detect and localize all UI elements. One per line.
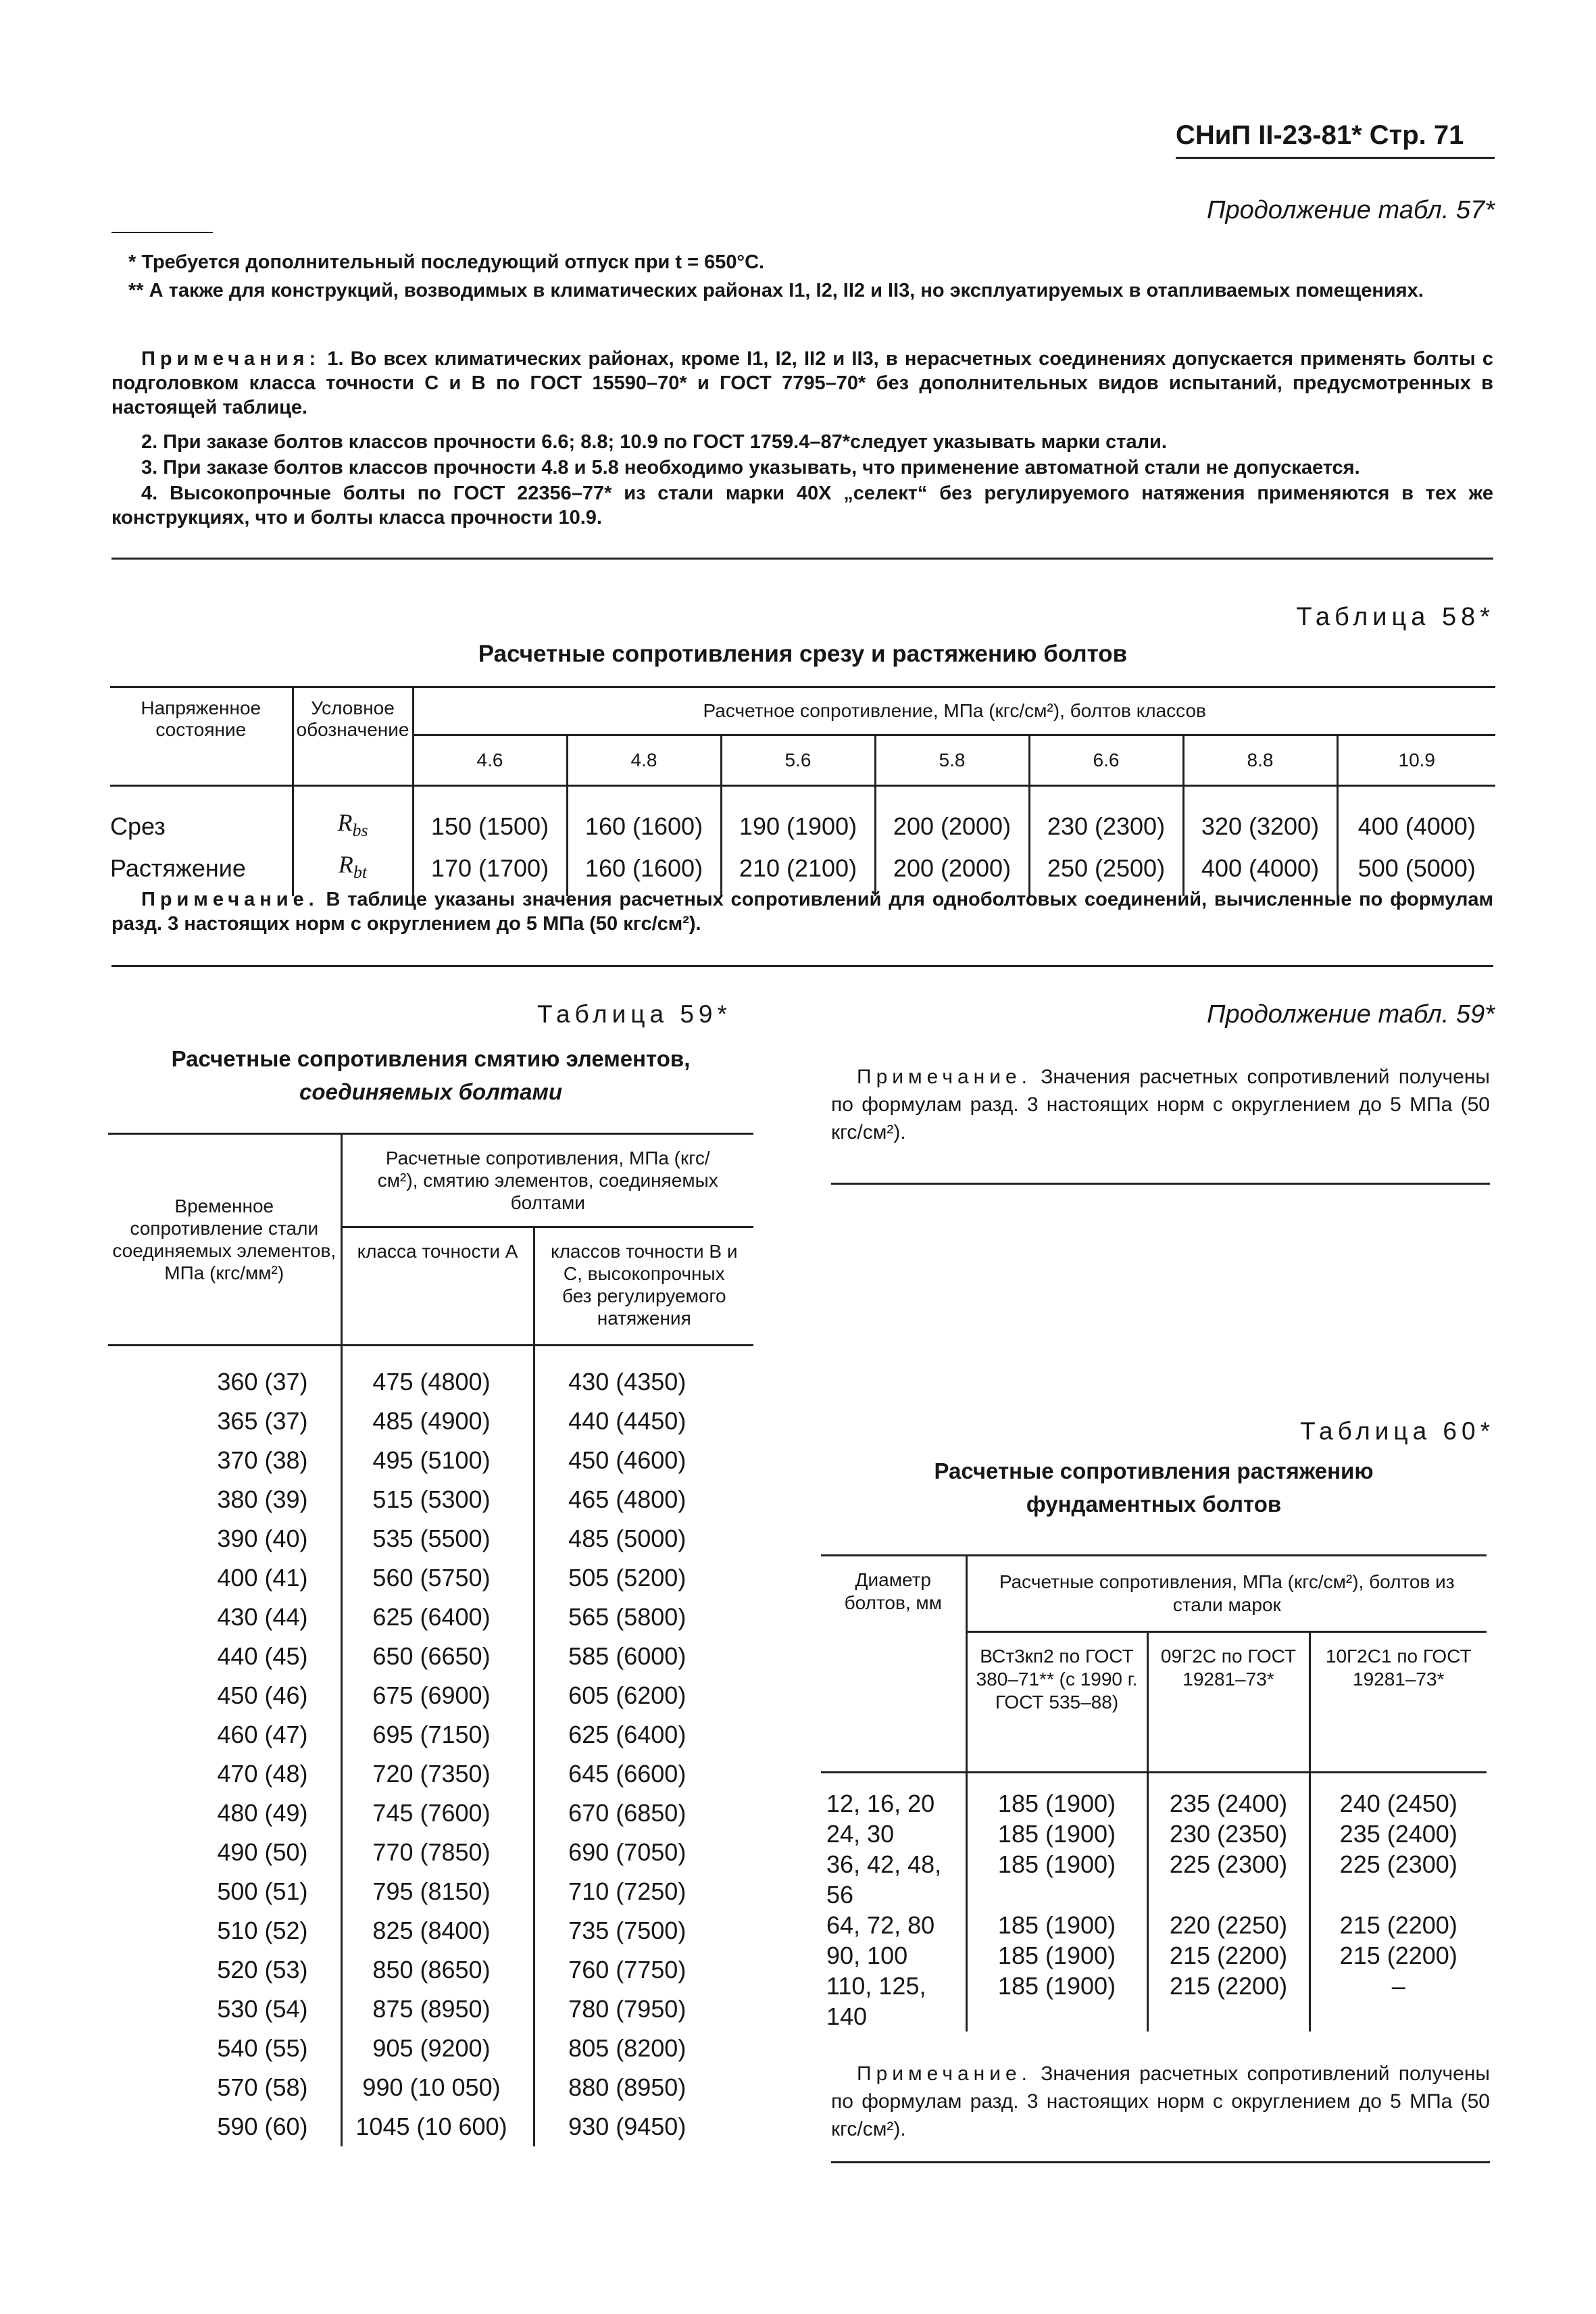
t59-class-a: 795 (8150)	[341, 1872, 534, 1911]
page-header-code: СНиП II-23-81* Стр. 71	[1176, 120, 1464, 150]
table-row	[108, 1833, 753, 1872]
section-rule	[111, 558, 1493, 560]
t58-h-state: Напряженное состояние	[110, 687, 293, 786]
t60-h-group: Расчетные сопротивления, МПа (кгс/см²), болтов из стали марок	[966, 1556, 1487, 1632]
t60-steel3: 215 (2200)	[1339, 1911, 1457, 1939]
t59-class-a: 535 (5500)	[341, 1519, 534, 1558]
table-row	[821, 1849, 1487, 1910]
table-row	[108, 2029, 753, 2068]
t60-steel2: 230 (2350)	[1147, 1819, 1310, 1849]
t58-cell: 320 (3200)	[1183, 786, 1337, 848]
t59-strength: 370 (38)	[108, 1441, 341, 1480]
t58-h-class: 5.8	[875, 735, 1029, 786]
t60-diameter: 24, 30	[821, 1819, 966, 1849]
table60-note-text: Значения расчетных сопротивлений получены по формулам разд. 3 настоящих норм с округлением до 5 МПа (50 кгс/см²).	[831, 2063, 1490, 2140]
t58-cell: 250 (2500)	[1029, 847, 1183, 896]
t60-h-steel2: 09Г2С по ГОСТ 19281–73*	[1147, 1632, 1310, 1773]
t60-diameter: 64, 72, 80	[821, 1910, 966, 1940]
t59-class-a: 560 (5750)	[341, 1558, 534, 1598]
t59-class-bc: 645 (6600)	[568, 1760, 687, 1788]
table58-label: Таблица 58*	[1296, 603, 1495, 631]
t59-class-bc: 690 (7050)	[568, 1838, 687, 1866]
t58-h-group: Расчетное сопротивление, МПа (кгс/см²), болтов классов	[413, 687, 1495, 735]
table-row	[108, 1441, 753, 1480]
t59-strength: 500 (51)	[108, 1872, 341, 1911]
section-rule	[831, 1183, 1490, 1185]
t59-class-a: 625 (6400)	[341, 1598, 534, 1637]
t59-strength: 470 (48)	[108, 1754, 341, 1794]
t59-strength: 365 (37)	[108, 1402, 341, 1441]
notes57-note1	[111, 347, 1493, 420]
table-row	[108, 1519, 753, 1558]
t58-cell: 160 (1600)	[567, 786, 721, 848]
table58	[110, 686, 1495, 896]
table-row	[821, 1910, 1487, 1940]
table59-label: Таблица 59*	[537, 1000, 732, 1028]
table59-note-label: Примечание.	[857, 1066, 1032, 1088]
notes57-note2: 2. При заказе болтов классов прочности 6.6; 8.8; 10.9 по ГОСТ 1759.4–87*следует указывать марки стали.	[141, 431, 1167, 453]
t58-cell: 200 (2000)	[875, 786, 1029, 848]
t59-strength: 430 (44)	[108, 1598, 341, 1637]
t58-h-class: 8.8	[1183, 735, 1337, 786]
table58-note-label: Примечание.	[141, 889, 319, 910]
table58-note	[111, 887, 1493, 936]
t60-steel1: 185 (1900)	[966, 1971, 1147, 2032]
table-row	[108, 1637, 753, 1676]
footnote-star1: * Требуется дополнительный последующий отпуск при t = 650°С.	[128, 251, 765, 273]
t60-steel1: 185 (1900)	[966, 1910, 1147, 1940]
t59-class-bc: 465 (4800)	[568, 1485, 687, 1513]
t58-cell: 160 (1600)	[567, 847, 721, 896]
table-row	[108, 1872, 753, 1911]
t59-class-a: 720 (7350)	[341, 1754, 534, 1794]
t58-cell: 210 (2100)	[721, 847, 875, 896]
table-row	[108, 1480, 753, 1519]
table-row	[108, 1990, 753, 2029]
table60-note-label: Примечание.	[857, 2063, 1032, 2085]
table-row	[108, 1911, 753, 1950]
t59-class-bc: 930 (9450)	[568, 2113, 687, 2140]
notes57-note4: 4. Высокопрочные болты по ГОСТ 22356–77* из стали марки 40Х „селект“ без регулируемого натяжения применяются в тех же конструкциях, что и болты класса прочности 10.9.	[111, 483, 1493, 528]
table60-label: Таблица 60*	[1300, 1417, 1495, 1445]
t59-strength: 590 (60)	[108, 2107, 341, 2146]
t59-class-bc: 485 (5000)	[568, 1525, 687, 1552]
table-row	[821, 1940, 1487, 1971]
t59-strength: 520 (53)	[108, 1950, 341, 1990]
table-row	[108, 1794, 753, 1833]
t60-diameter: 110, 125, 140	[821, 1971, 966, 2032]
table-row	[821, 1773, 1487, 1819]
table60	[821, 1554, 1487, 2032]
table-row	[108, 1676, 753, 1715]
t59-strength: 380 (39)	[108, 1480, 341, 1519]
table59-title-line1: Расчетные сопротивления смятию элементов,	[171, 1046, 691, 1071]
footnote-star2: ** А также для конструкций, возводимых в климатических районах I1, I2, II2 и II3, но эксплуатируемых в отапливаемых помещениях.	[128, 280, 1424, 301]
t60-steel1: 185 (1900)	[966, 1849, 1147, 1910]
footnote-rule	[111, 232, 213, 233]
table60-title-line1: Расчетные сопротивления растяжению	[934, 1458, 1374, 1483]
t59-strength: 440 (45)	[108, 1637, 341, 1676]
table59-note	[831, 1063, 1490, 1146]
table-row	[108, 1715, 753, 1754]
notes57-label: Примечания:	[141, 348, 321, 370]
table59-title-line2: соединяемых болтами	[299, 1079, 563, 1104]
t59-class-a: 515 (5300)	[341, 1480, 534, 1519]
t60-h-diameter: Диаметр болтов, мм	[821, 1556, 966, 1773]
t59-class-bc: 710 (7250)	[568, 1877, 687, 1905]
t58-h-class: 4.8	[567, 735, 721, 786]
t58-h-class: 5.6	[721, 735, 875, 786]
t59-class-a: 770 (7850)	[341, 1833, 534, 1872]
t59-class-bc: 505 (5200)	[568, 1564, 687, 1592]
t59-class-a: 825 (8400)	[341, 1911, 534, 1950]
t60-steel2: 235 (2400)	[1147, 1773, 1310, 1819]
t59-h-left: Временное сопротивление стали соединяемых элементов, МПа (кгс/мм²)	[108, 1134, 341, 1346]
section-rule	[831, 2161, 1490, 2163]
t59-h-class-a: класса точности А	[341, 1227, 534, 1346]
table60-title-line2: фундаментных болтов	[1026, 1492, 1282, 1517]
notes57-note3: 3. При заказе болтов классов прочности 4.8 и 5.8 необходимо указывать, что применение автоматной стали не допускается.	[141, 457, 1360, 478]
t59-strength: 460 (47)	[108, 1715, 341, 1754]
t58-cell: 150 (1500)	[413, 786, 567, 848]
table60-note	[831, 2060, 1490, 2143]
t60-steel1: 185 (1900)	[966, 1940, 1147, 1971]
t59-class-a: 1045 (10 600)	[341, 2107, 534, 2146]
t58-cell: 200 (2000)	[875, 847, 1029, 896]
t60-steel3: 215 (2200)	[1339, 1942, 1457, 1969]
table58-title: Расчетные сопротивления срезу и растяжению болтов	[478, 641, 1128, 667]
t58-cell: 500 (5000)	[1357, 854, 1476, 883]
t58-state: Срез	[110, 786, 293, 848]
t59-class-bc: 605 (6200)	[568, 1681, 687, 1709]
t59-strength: 360 (37)	[108, 1346, 341, 1402]
t60-steel2: 215 (2200)	[1147, 1971, 1310, 2032]
t60-steel2: 215 (2200)	[1147, 1940, 1310, 1971]
t59-class-a: 745 (7600)	[341, 1794, 534, 1833]
t59-strength: 530 (54)	[108, 1990, 341, 2029]
table-row	[108, 1950, 753, 1990]
t59-h-class-bc: классов точности В и С, высокопрочных без регулируемого натяжения	[534, 1227, 753, 1346]
t60-steel3: 225 (2300)	[1339, 1850, 1457, 1878]
table57-continuation-label: Продолжение табл. 57*	[1206, 196, 1495, 224]
t60-steel3: 240 (2450)	[1339, 1790, 1457, 1817]
t59-class-a: 850 (8650)	[341, 1950, 534, 1990]
t59-class-bc: 585 (6000)	[568, 1642, 687, 1670]
table58-note-text: В таблице указаны значения расчетных сопротивлений для одноболтовых соединений, вычисленные по формулам разд. 3 настоящих норм с округлением до 5 МПа (50 кгс/см²).	[111, 889, 1493, 935]
t59-class-a: 990 (10 050)	[341, 2068, 534, 2107]
t58-h-symbol: Условное обозначение	[293, 687, 413, 786]
t60-steel1: 185 (1900)	[966, 1773, 1147, 1819]
table59	[108, 1133, 753, 2146]
t59-class-bc: 780 (7950)	[568, 1995, 687, 2023]
t58-h-class: 6.6	[1029, 735, 1183, 786]
table-row	[108, 2107, 753, 2146]
t59-class-bc: 440 (4450)	[568, 1407, 687, 1435]
t60-h-steel3: 10Г2С1 по ГОСТ 19281–73*	[1310, 1632, 1487, 1773]
t59-class-a: 475 (4800)	[341, 1346, 534, 1402]
header-rule	[1176, 157, 1495, 159]
t58-cell: 230 (2300)	[1029, 786, 1183, 848]
notes57-note1-text: 1. Во всех климатических районах, кроме I1, I2, II2 и II3, в нерасчетных соединениях допускается применять болты с подголовком класса точности С и В по ГОСТ 15590–70* и ГОСТ 7795–70* без дополнительных видов испытаний, предусмотренных в настоящей таблице.	[111, 348, 1493, 418]
t58-cell: 170 (1700)	[413, 847, 567, 896]
table-row	[110, 786, 1495, 848]
t59-strength: 490 (50)	[108, 1833, 341, 1872]
table59-note-text: Значения расчетных сопротивлений получены по формулам разд. 3 настоящих норм с округлением до 5 МПа (50 кгс/см²).	[831, 1066, 1490, 1143]
table-row	[108, 1402, 753, 1441]
t59-strength: 540 (55)	[108, 2029, 341, 2068]
table-row	[821, 1819, 1487, 1849]
t59-strength: 480 (49)	[108, 1794, 341, 1833]
t60-steel2: 225 (2300)	[1147, 1849, 1310, 1910]
t59-class-a: 875 (8950)	[341, 1990, 534, 2029]
table-row	[821, 1971, 1487, 2032]
table-row	[108, 1558, 753, 1598]
t59-class-bc: 565 (5800)	[568, 1603, 687, 1631]
t60-steel3: 235 (2400)	[1339, 1820, 1457, 1848]
t60-steel3: –	[1391, 1972, 1405, 2000]
t59-class-bc: 450 (4600)	[568, 1446, 687, 1474]
t59-class-bc: 430 (4350)	[568, 1368, 687, 1396]
t59-strength: 510 (52)	[108, 1911, 341, 1950]
t58-cell: 190 (1900)	[721, 786, 875, 848]
t59-strength: 400 (41)	[108, 1558, 341, 1598]
t60-steel1: 185 (1900)	[966, 1819, 1147, 1849]
t60-diameter: 12, 16, 20	[821, 1773, 966, 1819]
t59-class-a: 485 (4900)	[341, 1402, 534, 1441]
t58-symbol-rbs: $R_{bs}$	[293, 786, 413, 848]
t58-symbol-rbt: $R_{bt}$	[293, 847, 413, 896]
table-row	[108, 2068, 753, 2107]
t60-h-steel1: ВСт3кп2 по ГОСТ 380–71** (с 1990 г. ГОСТ 535–88)	[966, 1632, 1147, 1773]
t59-class-bc: 805 (8200)	[568, 2034, 687, 2062]
t59-h-group: Расчетные сопротивления, МПа (кгс/см²), смятию элементов, соединяемых болтами	[341, 1134, 753, 1227]
table-row	[108, 1346, 753, 1402]
t58-cell: 400 (4000)	[1357, 812, 1476, 841]
table59-continuation-label: Продолжение табл. 59*	[1206, 1000, 1495, 1029]
t59-class-bc: 625 (6400)	[568, 1721, 687, 1748]
t60-diameter: 90, 100	[821, 1940, 966, 1971]
t59-class-a: 650 (6650)	[341, 1637, 534, 1676]
t59-class-a: 675 (6900)	[341, 1676, 534, 1715]
t59-class-bc: 880 (8950)	[568, 2073, 687, 2101]
t60-steel2: 220 (2250)	[1147, 1910, 1310, 1940]
t59-class-a: 905 (9200)	[341, 2029, 534, 2068]
table-row	[108, 1754, 753, 1794]
t59-strength: 390 (40)	[108, 1519, 341, 1558]
t59-class-bc: 670 (6850)	[568, 1799, 687, 1827]
t59-strength: 450 (46)	[108, 1676, 341, 1715]
t59-class-bc: 760 (7750)	[568, 1956, 687, 1984]
t59-class-bc: 735 (7500)	[568, 1917, 687, 1944]
t58-h-class: 4.6	[413, 735, 567, 786]
t60-diameter: 36, 42, 48, 56	[821, 1849, 966, 1910]
t58-cell: 400 (4000)	[1183, 847, 1337, 896]
t59-class-a: 695 (7150)	[341, 1715, 534, 1754]
t58-h-class: 10.9	[1337, 735, 1495, 786]
t59-strength: 570 (58)	[108, 2068, 341, 2107]
t59-class-a: 495 (5100)	[341, 1441, 534, 1480]
table-row	[108, 1598, 753, 1637]
section-rule	[111, 965, 1493, 967]
t58-state: Растяжение	[110, 847, 293, 896]
